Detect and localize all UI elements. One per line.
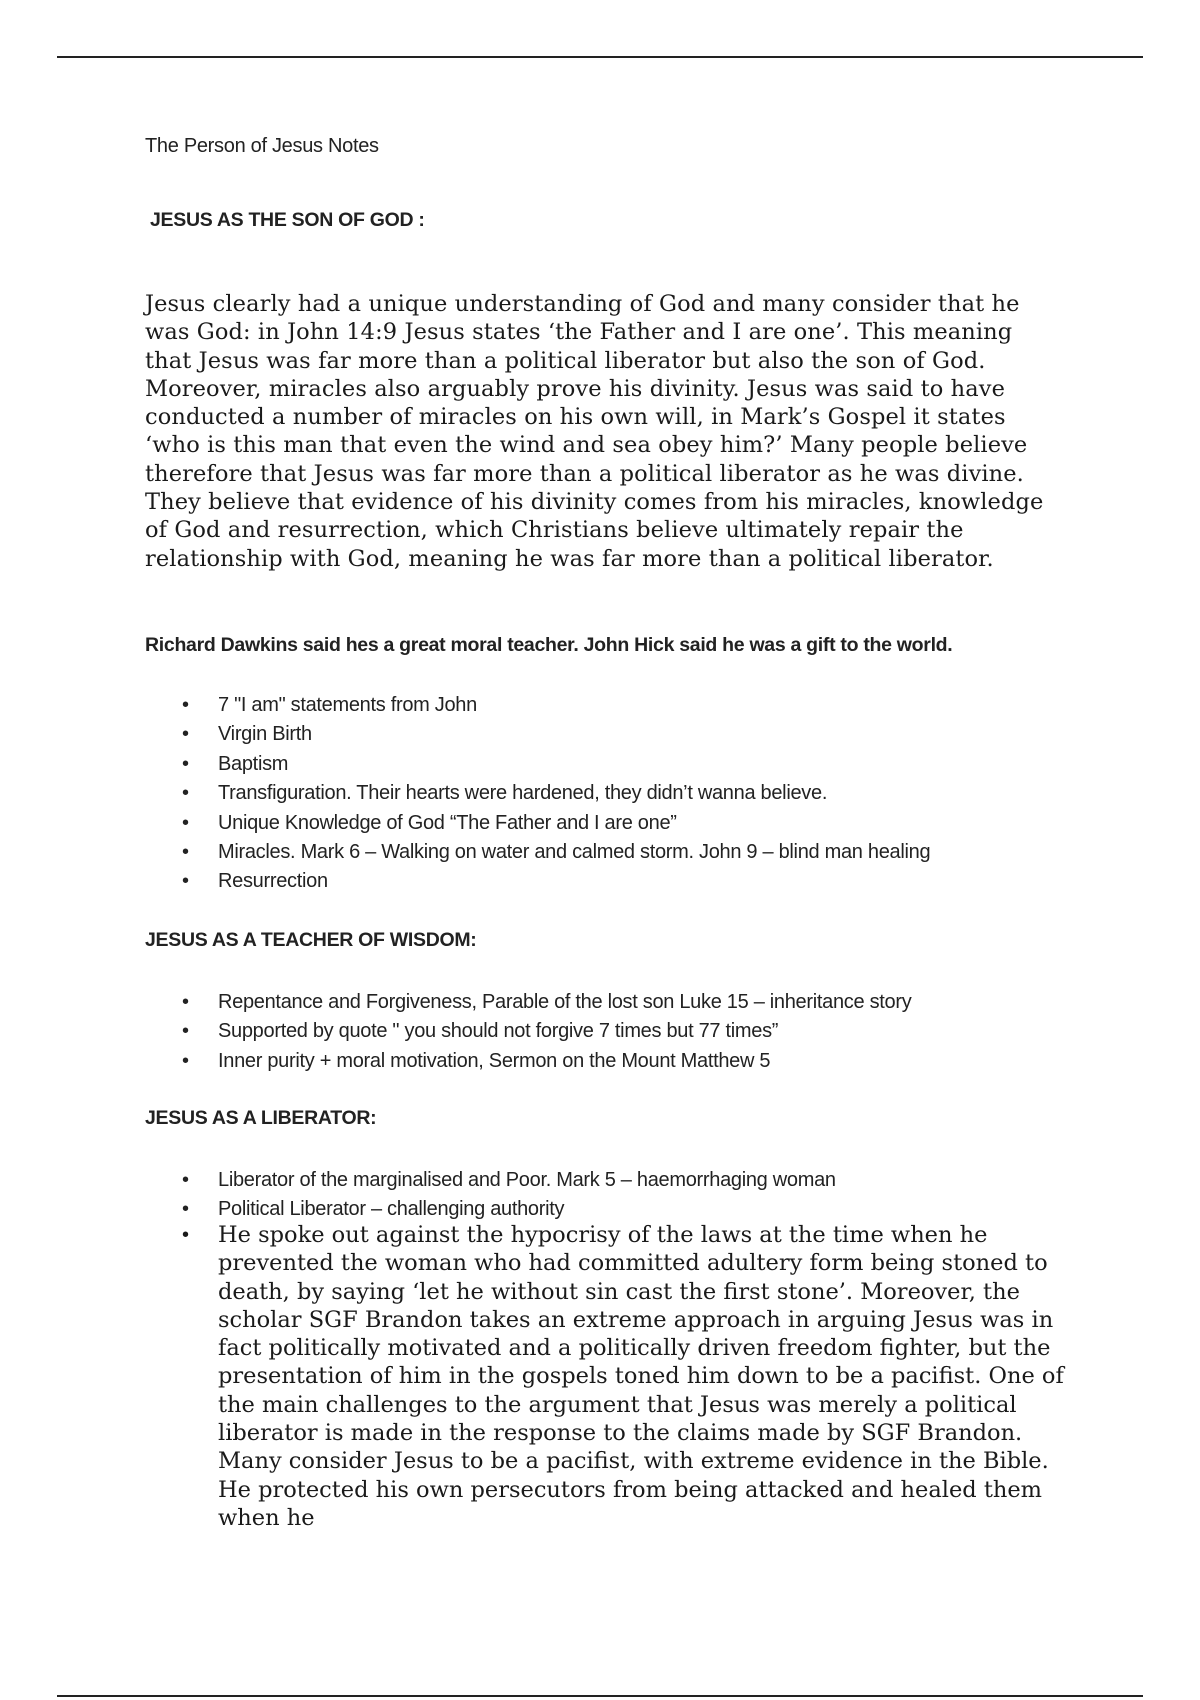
page-bottom-rule [57, 1695, 1143, 1697]
list-item: • Liberator of the marginalised and Poor. Mark 5 – haemorrhaging woman [145, 1166, 1075, 1195]
bullet-icon: • [182, 1169, 189, 1191]
liberator-bullet-list [145, 1166, 1075, 1225]
bullet-icon: • [182, 991, 189, 1013]
list-item: • Transfiguration. Their hearts were hardened, they didn’t wanna believe. [145, 779, 1075, 808]
list-item: • Political Liberator – challenging authority [145, 1195, 1075, 1224]
bullet-icon: • [182, 782, 189, 805]
bullet-icon: • [182, 1198, 189, 1221]
bullet-icon: • [182, 811, 189, 834]
list-item: • Virgin Birth [145, 720, 1075, 749]
list-item: • Resurrection [145, 867, 1075, 896]
liberator-long-text: He spoke out against the hypocrisy of the laws at the time when he prevented the woman who had committed adultery form being stoned to death, by saying ‘let he without sin cast the first stone’. Moreover, the scholar SGF Brandon takes an extreme approach in arguing Jesus was in fact politically motivated and a politically driven freedom fighter, but the presentation of him in the gospels toned him down to be a pacifist. One of the main challenges to the argument that Jesus was merely a political liberator is made in the response to the claims made by SGF Brandon. Many consider Jesus to be a pacifist, with extreme evidence in the Bible. He protected his own persecutors from being attacked and healed them when he [218, 1222, 1064, 1531]
bullet-icon: • [182, 723, 189, 746]
list-item: • Repentance and Forgiveness, Parable of the lost son Luke 15 – inheritance story [145, 988, 1075, 1017]
son-of-god-bullet-list [145, 691, 1075, 897]
list-item: • Baptism [145, 750, 1075, 779]
liberator-long-bullet-list [145, 1221, 1075, 1532]
page-top-rule [57, 56, 1143, 58]
section-heading-teacher-of-wisdom: JESUS AS A TEACHER OF WISDOM: [145, 929, 477, 951]
son-of-god-paragraph: Jesus clearly had a unique understanding of God and many consider that he was God: in John 14:9 Jesus states ‘the Father and I are one’. This meaning that Jesus was far more than a political liberator but also the son of God. Moreover, miracles also arguably prove his divinity. Jesus was said to have conducted a number of miracles on his own will, in Mark’s Gospel it states ‘who is this man that even the wind and sea obey him?’ Many people believe therefore that Jesus was far more than a political liberator as he was divine. They believe that evidence of his divinity comes from his miracles, knowledge of God and resurrection, which Christians believe ultimately repair the relationship with God, meaning he was far more than a political liberator. [145, 291, 1044, 572]
teacher-of-wisdom-bullet-list [145, 988, 1075, 1076]
document-title: The Person of Jesus Notes [145, 135, 379, 157]
list-item [145, 1221, 1068, 1532]
dawkins-hick-note: Richard Dawkins said hes a great moral teacher. John Hick said he was a gift to the world. [145, 634, 953, 656]
list-item: • Supported by quote " you should not forgive 7 times but 77 times” [145, 1017, 1075, 1046]
bullet-icon: • [182, 752, 189, 775]
bullet-icon: • [182, 1020, 189, 1043]
list-item: • Inner purity + moral motivation, Sermon on the Mount Matthew 5 [145, 1047, 1075, 1076]
list-item: • Unique Knowledge of God “The Father and I are one” [145, 809, 1075, 838]
section-heading-liberator: JESUS AS A LIBERATOR: [145, 1107, 377, 1129]
list-item: • 7 "I am" statements from John [145, 691, 1075, 720]
bullet-icon: • [182, 840, 189, 863]
bullet-icon: • [182, 870, 189, 893]
bullet-icon: • [182, 1224, 190, 1246]
list-item: • Miracles. Mark 6 – Walking on water and calmed storm. John 9 – blind man healing [145, 838, 1075, 867]
bullet-icon: • [182, 694, 189, 716]
bullet-icon: • [182, 1049, 189, 1072]
section-heading-son-of-god: JESUS AS THE SON OF GOD : [150, 209, 425, 231]
